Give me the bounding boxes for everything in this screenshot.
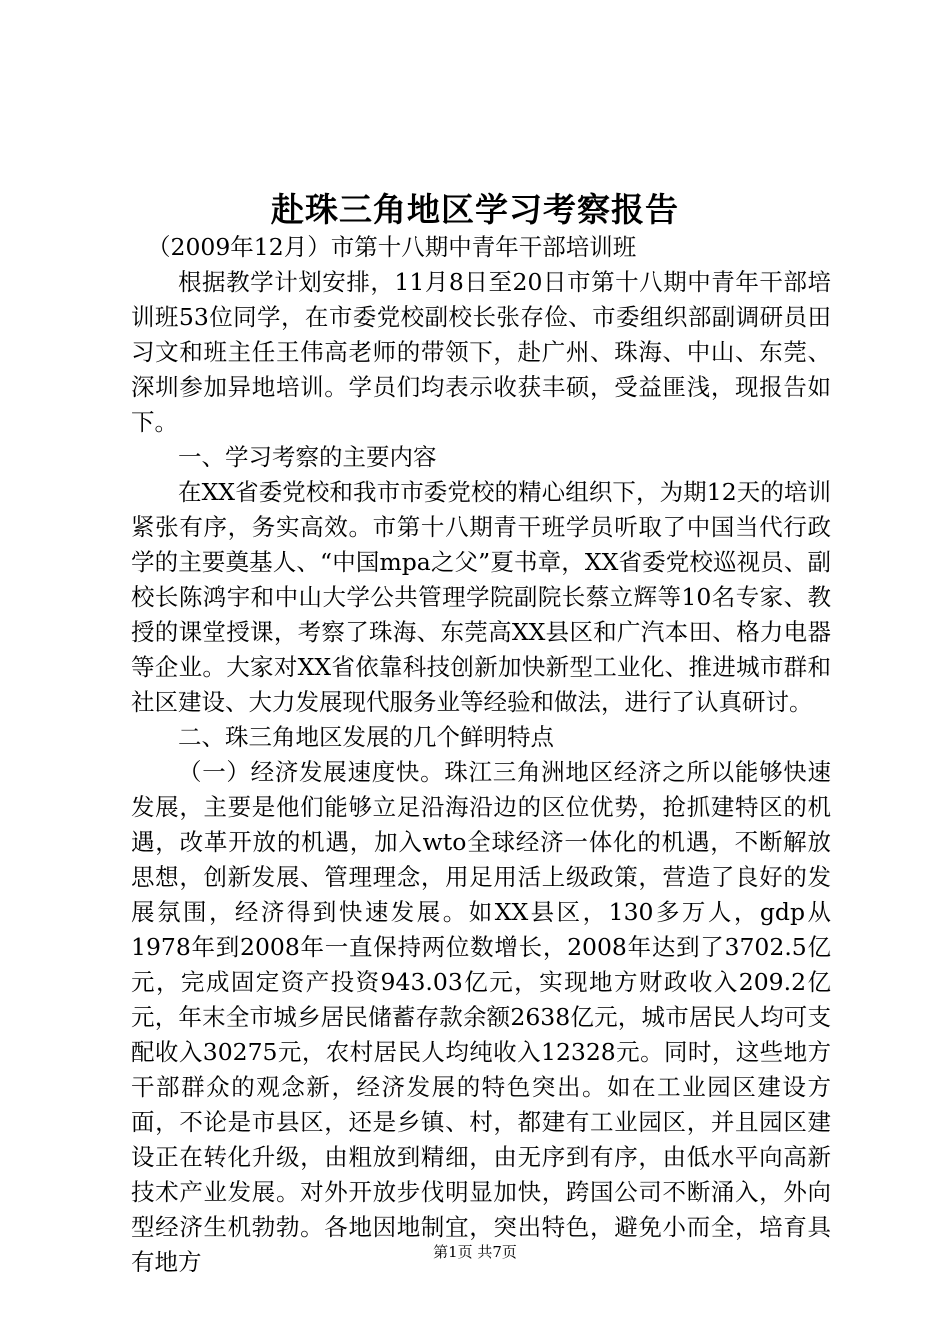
- body-paragraph: （一）经济发展速度快。珠江三角洲地区经济之所以能够快速发展，主要是他们能够立足沿海沿边的区位优势，抢抓建特区的机遇，改革开放的机遇，加入wto全球经济一体化的机遇，不断解放思想，创新发展、管理理念，用足用活上级政策，营造了良好的发展氛围，经济得到快速发展。如XX县区，130多万人，gdp从1978年到2008年一直保持两位数增长，2008年达到了3702.5亿元，完成固定资产投资943.03亿元，实现地方财政收入209.2亿元，年末全市城乡居民储蓄存款余额2638亿元，城市居民人均可支配收入30275元，农村居民人均纯收入12328元。同时，这些地方干部群众的观念新，经济发展的特色突出。如在工业园区建设方面，不论是市县区，还是乡镇、村，都建有工业园区，并且园区建设正在转化升级，由粗放到精细，由无序到有序，由低水平向高新技术产业发展。对外开放步伐明显加快，跨国公司不断涌入，外向型经济生机勃勃。各地因地制宜，突出特色，避免小而全，培育具有地方: [131, 758, 831, 1276]
- section-heading: 一、学习考察的主要内容: [178, 443, 437, 471]
- body-paragraph: 根据教学计划安排，11月8日至20日市第十八期中青年干部培训班53位同学，在市委党校副校长张存俭、市委组织部副调研员田习文和班主任王伟高老师的带领下，赴广州、珠海、中山、东莞、深圳参加异地培训。学员们均表示收获丰硕，受益匪浅，现报告如下。: [131, 268, 831, 436]
- page-footer: 第1页 共7页: [433, 1243, 517, 1261]
- section-heading: 二、珠三角地区发展的几个鲜明特点: [178, 723, 554, 751]
- document-body: [131, 230, 831, 1280]
- subtitle-paragraph: （2009年12月）市第十八期中青年干部培训班: [147, 233, 637, 261]
- page-title: 赴珠三角地区学习考察报告: [271, 190, 679, 229]
- body-paragraph: 在XX省委党校和我市市委党校的精心组织下，为期12天的培训紧张有序，务实高效。市第十八期青干班学员听取了中国当代行政学的主要奠基人、“中国mpa之父”夏书章，XX省委党校巡视员、副校长陈鸿宇和中山大学公共管理学院副院长蔡立辉等10名专家、教授的课堂授课，考察了珠海、东莞高XX县区和广汽本田、格力电器等企业。大家对XX省依靠科技创新加快新型工业化、推进城市群和社区建设、大力发展现代服务业等经验和做法，进行了认真研讨。: [131, 478, 831, 716]
